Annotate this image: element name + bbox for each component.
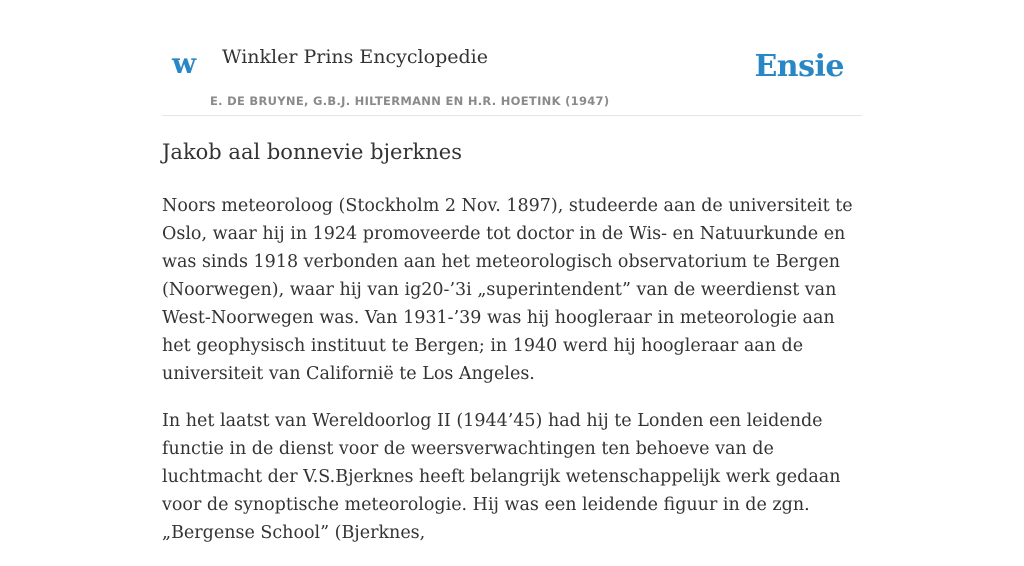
article-body: [162, 192, 862, 566]
article-paragraph: In het laatst van Wereldoorlog II (1944’45) had hij te Londen een leidende functie in de dienst voor de weersverwachtingen ten behoeve van de luchtmacht der V.S.Bjerknes heeft belangrijk wetenschappelijk werk gedaan voor de synoptische meteorologie. Hij was een leidende figuur in de zgn. „Bergense School” (Bjerknes,: [162, 411, 841, 543]
site-logo[interactable]: w: [172, 47, 197, 80]
article-paragraph: Noors meteoroloog (Stockholm 2 Nov. 1897), studeerde aan de universiteit te Oslo, waar hij in 1924 promoveerde tot doctor in de Wis- en Natuurkunde en was sinds 1918 verbonden aan het meteorologisch observatorium te Bergen (Noorwegen), waar hij van ig20-’3i „superintendent” van de weerdienst van West-Noorwegen was. Van 1931-’39 was hij hoogleraar in meteorologie aan het geophysisch instituut te Bergen; in 1940 werd hij hoogleraar aan de universiteit van Californië te Los Angeles.: [162, 196, 853, 384]
site-title[interactable]: Winkler Prins Encyclopedie: [222, 46, 488, 68]
site-header: [162, 0, 862, 116]
brand-logo[interactable]: Ensie: [754, 49, 844, 84]
authors-line: E. DE BRUYNE, G.B.J. HILTERMANN EN H.R. HOETINK (1947): [210, 94, 610, 108]
article-title: Jakob aal bonnevie bjerknes: [162, 140, 462, 164]
